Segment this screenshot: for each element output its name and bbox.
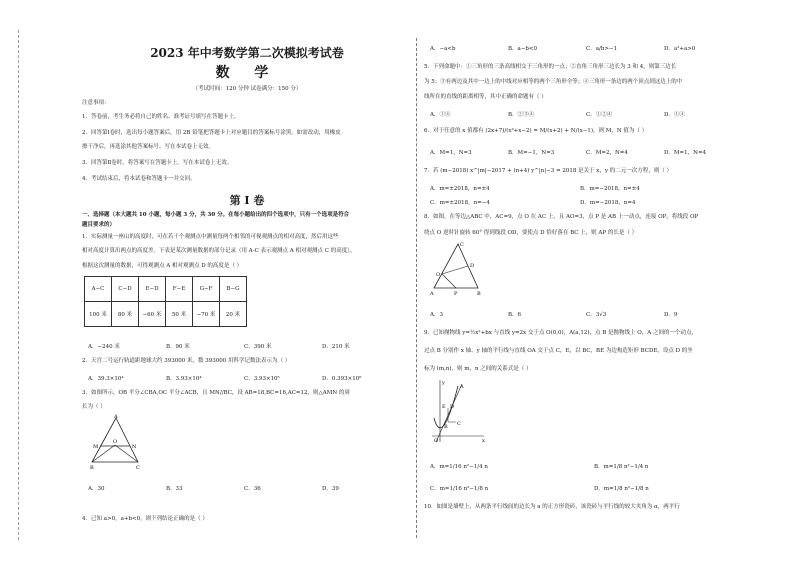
fig-label: O xyxy=(434,438,439,444)
option: C．36 xyxy=(244,486,261,492)
table-cell: −60 米 xyxy=(139,302,166,327)
option: D．210 米 xyxy=(322,344,350,350)
q9-text: 9．已知抛物线 y=½x²+bx 与直线 y=2x 交于点 O(0,0)，A(a,12)，点 B 是抛物线上 O，A 之间的一个动点， xyxy=(424,330,697,336)
q5-text: 5．下列命题中：①三角形的三条高线相交于三角形的一点；②直角三角形三边长为 3 和 4，则第三边长 xyxy=(424,64,677,70)
section-intro: 一、选择题（本大题共 10 小题，每小题 3 分，共 30 分。在每小题给出的四个选项中，只有一个选项是符合 xyxy=(82,212,350,218)
table-cell: A−C xyxy=(85,277,112,302)
q1-text: 根据这次测量的数据，可得观测点 A 相对观测点 D 的高度是（ ） xyxy=(82,263,243,269)
option: A．m=1/16 n²−1/4 n xyxy=(430,464,488,470)
fig-label: P xyxy=(454,291,458,297)
table-cell: F−E xyxy=(166,277,193,302)
q8-text: 绕点 O 逆时针旋转 60° 得到线段 OD，要使点 D 恰好落在 BC 上，则 AP 的长是（ ） xyxy=(424,230,638,236)
option: A．①④ xyxy=(430,112,451,118)
q6-text: 6．对于任意的 x 值都有 (2x+7)/(x²+x−2) = M/(x+2) + N/(x−1)，则 M，N 值为（ ） xyxy=(424,128,648,134)
q7-text: 7．若 (m−2018) x^|m|−2017 + (n+4) y^|n|−3 = 2018 是关于 x，y 的二元一次方程，则（ ） xyxy=(424,168,673,174)
q9-options xyxy=(430,462,744,470)
option: C．a/b>−1 xyxy=(586,46,618,52)
q1-options xyxy=(88,342,400,350)
option: D．M=1，N=4 xyxy=(664,150,707,156)
table-cell: 50 米 xyxy=(166,302,193,327)
table-cell: 100 米 xyxy=(85,302,112,327)
q7-options xyxy=(430,184,730,192)
note-item: 3．回答第Ⅱ卷时，将答案写在答题卡上。写在本试卷上无效。 xyxy=(82,160,233,166)
q5-text: 为 5；③有两边及其中一边上的中线对应相等的两个三角形全等；④三角形一条边的两个顶点到这边上的中 xyxy=(424,79,683,85)
q7-options xyxy=(430,198,730,206)
option: C．3√3 xyxy=(586,312,607,318)
note-item: 4．考试结束后，将本试卷和答题卡一并交回。 xyxy=(82,176,196,182)
note-item: 擦干净后，再选涂其他答案标号。写在本试卷上无效。 xyxy=(82,144,215,150)
fig-label: y xyxy=(442,380,445,386)
q9-parabola-figure xyxy=(428,378,488,446)
fig-label: A xyxy=(430,291,434,297)
subject-title: 数 学 xyxy=(215,65,279,81)
fig-label: C xyxy=(136,465,140,471)
fig-label: D xyxy=(450,404,455,410)
table-cell: −70 米 xyxy=(193,302,220,327)
note-item: 2．回答第Ⅰ卷时，选出每小题答案后，用 2B 铅笔把答题卡上对应题目的答案标号涂黑。如需改动，用橡皮 xyxy=(82,130,341,136)
q1-text: 相对高度计算出两点的高度差。下表是某次测量数据的部分记录（用 A-C 表示观测点 A 相对观测点 C 的高度）， xyxy=(82,248,356,254)
q8-options xyxy=(430,310,742,318)
table-cell: B−G xyxy=(220,277,247,302)
fig-label: x xyxy=(482,438,485,444)
q3-triangle-figure xyxy=(88,414,148,472)
section-intro: 题目要求的） xyxy=(82,222,116,228)
q3-text: 3．如图所示，OB 平分∠CBA,OC 平分∠ACB，且 MN//BC，设 AB=18,BC=16,AC=12，则△AMN 的周 xyxy=(82,390,350,396)
table-cell: C−D xyxy=(112,277,139,302)
option: A．M=1，N=3 xyxy=(430,150,472,156)
fig-label: O xyxy=(436,272,441,278)
fig-label: D xyxy=(470,263,475,269)
option: D．①④ xyxy=(664,112,685,118)
option: A．m=±2018，n=±4 xyxy=(430,186,490,192)
q3-options xyxy=(88,484,400,492)
q2-options xyxy=(88,374,400,382)
fig-label: C xyxy=(460,242,464,248)
option: C．M=2，N=4 xyxy=(586,150,628,156)
note-item: 1．答卷前，考生务必将自己的姓名、准考证号填写在答题卡上。 xyxy=(82,114,240,120)
option: B．3.93×10⁴ xyxy=(166,376,202,382)
height-table xyxy=(84,276,247,327)
option: A．39.3×10⁴ xyxy=(88,376,124,382)
option: B．②③④ xyxy=(508,112,535,118)
column-divider xyxy=(416,38,417,538)
fig-label: E xyxy=(442,404,446,410)
fig-label: B xyxy=(477,291,481,297)
fig-label: B xyxy=(90,465,94,471)
q3-text: 长为（ ） xyxy=(82,404,106,410)
option: D．a²+a>0 xyxy=(664,46,696,52)
option: C．390 米 xyxy=(244,344,272,350)
q9-text: 标为 (m,n)，则 m，n 之间的关系式是（ ） xyxy=(424,366,532,372)
exam-title: 2023 年中考数学第二次模拟考试卷 xyxy=(150,46,344,60)
table-row xyxy=(85,302,247,327)
option: B．M=−1，N=3 xyxy=(508,150,555,156)
option: D．0.393×10⁶ xyxy=(322,376,362,382)
q6-options xyxy=(430,148,742,156)
binding-line xyxy=(18,30,19,540)
option: A．30 xyxy=(88,486,105,492)
notes-heading: 注意事项： xyxy=(82,100,110,106)
q8-text: 8．如图，在等边△ABC 中，AC=9，点 O 在 AC 上，且 AO=3，点 P 是 AB 上一动点，连接 OP，将线段 OP xyxy=(424,214,699,220)
q9-text: 过点 B 分别作 x 轴、y 轴的平行线与直线 OA 交于点 C，E，以 BC，BE 为边构造矩形 BCDE，设点 D 的坐 xyxy=(424,348,693,354)
fig-label: C xyxy=(457,421,461,427)
q5-options xyxy=(430,110,742,118)
fig-label: M xyxy=(93,444,99,450)
fig-label: A xyxy=(460,384,464,390)
option: A．−240 米 xyxy=(88,344,120,350)
table-cell: E−D xyxy=(139,277,166,302)
table-header-row xyxy=(85,277,247,302)
option: B．m=−2018，n=±4 xyxy=(580,186,640,192)
option: A．−a<b xyxy=(430,46,456,52)
fig-label: A xyxy=(114,414,118,420)
option: C．m=1/16 n²−1/8 n xyxy=(430,486,489,492)
option: D．39 xyxy=(322,486,339,492)
option: C．3.93×10⁵ xyxy=(244,376,280,382)
q2-text: 2．天宫二号运行轨道距地球大约 393000 米，数 393000 用科学记数法表示为（ ） xyxy=(82,358,291,364)
fig-label: N xyxy=(132,444,137,450)
q1-text: 1．实际测量一座山的高度时，可在若干个观测点中测量每两个相邻的可视观测点的相对高度，然后用这些 xyxy=(82,234,339,240)
q5-text: 线所在的直线的距离相等，其中正确的命题有（ ） xyxy=(424,94,547,100)
q4-text: 4．已知 a>0，a+b<0，则下列结论正确的是（ ） xyxy=(82,516,208,522)
table-cell: 20 米 xyxy=(220,302,247,327)
option: B．6 xyxy=(508,312,522,318)
option: D．9 xyxy=(664,312,678,318)
table-cell: 80 米 xyxy=(112,302,139,327)
option: D．m=1/8 n²−1/8 n xyxy=(594,486,649,492)
option: B．m=1/8 n²−1/4 n xyxy=(594,464,649,470)
option: B．a−b<0 xyxy=(508,46,538,52)
q8-triangle-figure xyxy=(428,240,484,298)
fig-label: O xyxy=(113,439,118,445)
exam-meta: （考试时间：120 分钟 试卷满分：150 分） xyxy=(192,86,302,92)
option: C．①②④ xyxy=(586,112,613,118)
q4-options xyxy=(430,44,742,52)
option: B．33 xyxy=(166,486,183,492)
fig-label: B xyxy=(444,424,448,430)
table-cell: G−F xyxy=(193,277,220,302)
q10-text: 10．如图是墙壁上，从两条平行线间的边长为 a 的正方形瓷砖，该瓷砖与平行线的较大夹角为 α，两平行 xyxy=(424,504,680,510)
option: D．m=−2018，n=4 xyxy=(580,200,636,206)
option: C．m=±2018，n=−4 xyxy=(430,200,490,206)
option: B．90 米 xyxy=(166,344,190,350)
section-heading: 第 Ⅰ 卷 xyxy=(229,194,265,207)
option: A．3 xyxy=(430,312,443,318)
q9-options xyxy=(430,484,744,492)
